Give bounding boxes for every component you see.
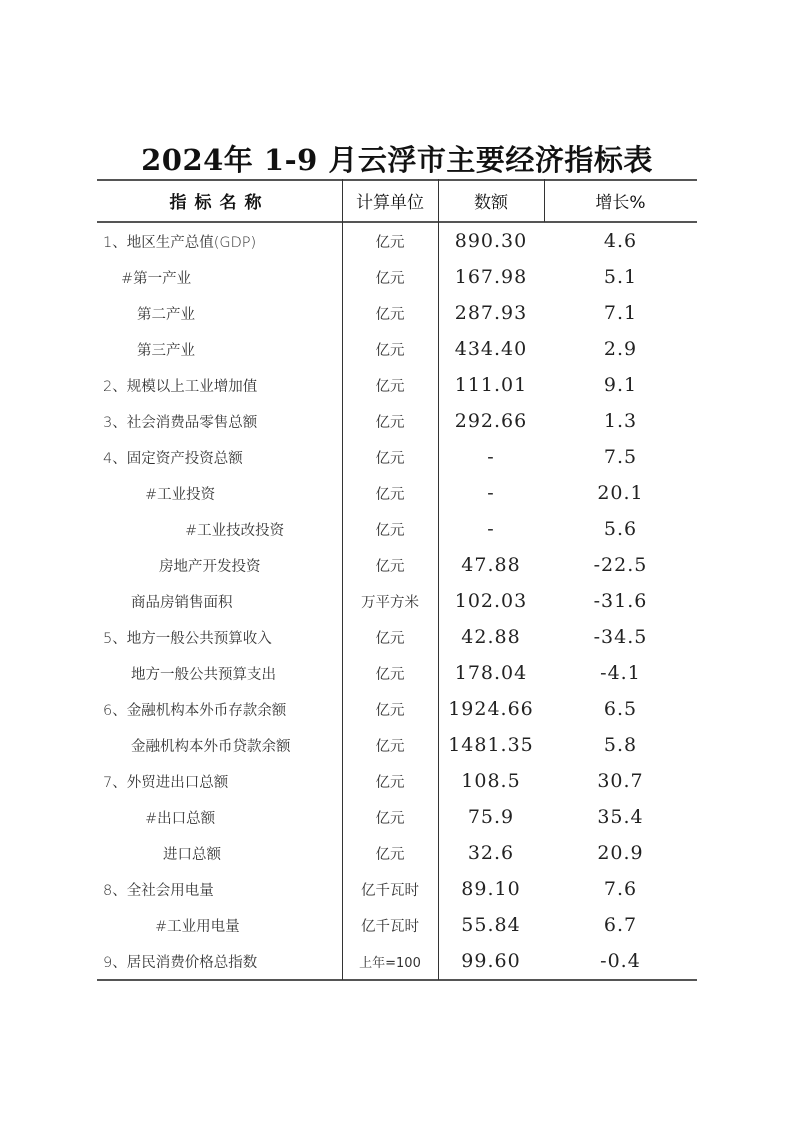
row-name: #工业技改投资 [185, 522, 285, 539]
row-unit: 亿元 [375, 774, 405, 791]
row-value: 292.66 [454, 410, 528, 432]
row-growth: 20.9 [597, 842, 644, 864]
row-unit: 亿元 [375, 378, 405, 395]
table-row [97, 259, 697, 295]
header-growth: 增长% [595, 193, 646, 213]
table-row [97, 367, 697, 403]
row-name: #工业投资 [145, 486, 216, 503]
table-row [97, 871, 697, 907]
row-growth: 7.5 [603, 446, 638, 468]
row-name: 7、外贸进出口总额 [103, 774, 229, 791]
row-unit: 亿元 [375, 630, 405, 647]
row-value: - [487, 482, 495, 504]
table-row [97, 295, 697, 331]
row-name: 8、全社会用电量 [103, 882, 214, 899]
document-title: 2024年 1-9 月云浮市主要经济指标表 [141, 143, 653, 177]
row-value: 1481.35 [448, 734, 534, 756]
row-unit: 亿元 [375, 810, 405, 827]
row-growth: -4.1 [600, 662, 641, 684]
row-growth: 6.5 [603, 698, 638, 720]
row-name: 商品房销售面积 [131, 594, 233, 611]
row-name: 2、规模以上工业增加值 [103, 378, 258, 395]
table-row [97, 727, 697, 763]
row-value: 102.03 [454, 590, 528, 612]
row-name: 4、固定资产投资总额 [103, 450, 243, 467]
table-row [97, 403, 697, 439]
row-name: 6、金融机构本外币存款余额 [103, 702, 287, 719]
row-growth: 35.4 [597, 806, 644, 828]
table-row [97, 799, 697, 835]
row-name: 9、居民消费价格总指数 [103, 954, 258, 971]
row-value: 108.5 [461, 770, 521, 792]
table-row [97, 691, 697, 727]
row-unit: 亿元 [375, 270, 405, 287]
row-unit: 亿元 [375, 414, 405, 431]
row-value: 434.40 [454, 338, 528, 360]
table-bottom-rule [97, 979, 697, 981]
row-growth: 6.7 [603, 914, 638, 936]
row-value: 99.60 [461, 950, 521, 972]
row-unit: 亿元 [375, 234, 405, 251]
row-unit: 亿元 [375, 846, 405, 863]
row-unit: 亿元 [375, 702, 405, 719]
row-value: 178.04 [454, 662, 528, 684]
row-unit: 亿千瓦时 [361, 918, 419, 935]
row-name: #第一产业 [121, 270, 192, 287]
table-row [97, 655, 697, 691]
table-row [97, 835, 697, 871]
row-unit: 亿元 [375, 738, 405, 755]
row-growth: 7.6 [603, 878, 638, 900]
row-name: 金融机构本外币贷款余额 [131, 738, 291, 755]
row-growth: -0.4 [600, 950, 641, 972]
row-value: - [487, 518, 495, 540]
row-name: 进口总额 [163, 846, 221, 863]
row-unit: 亿千瓦时 [361, 882, 419, 899]
row-growth: -31.6 [593, 590, 648, 612]
table-row [97, 547, 697, 583]
header-unit: 计算单位 [356, 193, 424, 213]
row-unit: 亿元 [375, 306, 405, 323]
row-name: 第二产业 [137, 306, 195, 323]
table-row [97, 331, 697, 367]
row-value: 32.6 [467, 842, 515, 864]
row-growth: 9.1 [603, 374, 638, 396]
row-growth: 7.1 [603, 302, 638, 324]
table-row [97, 511, 697, 547]
row-growth: 5.8 [603, 734, 638, 756]
header-name: 指标名称 [169, 193, 270, 213]
row-name: 第三产业 [137, 342, 195, 359]
row-growth: 5.6 [603, 518, 638, 540]
table-row [97, 907, 697, 943]
row-value: 167.98 [454, 266, 528, 288]
table-row [97, 583, 697, 619]
row-growth: -22.5 [593, 554, 648, 576]
header-value: 数额 [474, 193, 508, 213]
row-value: 890.30 [454, 230, 528, 252]
row-name: 3、社会消费品零售总额 [103, 414, 258, 431]
row-unit: 亿元 [375, 522, 405, 539]
row-value: - [487, 446, 495, 468]
row-name: #出口总额 [145, 810, 216, 827]
row-unit: 亿元 [375, 666, 405, 683]
row-unit: 亿元 [375, 558, 405, 575]
row-name: 5、地方一般公共预算收入 [103, 630, 272, 647]
table-row [97, 475, 697, 511]
table-row [97, 223, 697, 259]
table-row [97, 439, 697, 475]
row-value: 111.01 [454, 374, 528, 396]
row-growth: 4.6 [603, 230, 638, 252]
row-unit: 万平方米 [361, 594, 419, 611]
row-growth: 5.1 [603, 266, 638, 288]
table-row [97, 943, 697, 979]
row-name: 地方一般公共预算支出 [131, 666, 276, 683]
row-value: 287.93 [454, 302, 528, 324]
row-growth: -34.5 [593, 626, 648, 648]
row-value: 42.88 [461, 626, 521, 648]
row-name: 1、地区生产总值(GDP) [103, 234, 257, 251]
row-unit: 上年=100 [359, 955, 421, 971]
table-row [97, 763, 697, 799]
row-growth: 2.9 [603, 338, 638, 360]
row-value: 89.10 [461, 878, 521, 900]
row-name: #工业用电量 [155, 918, 240, 935]
row-growth: 1.3 [603, 410, 638, 432]
row-unit: 亿元 [375, 342, 405, 359]
row-name: 房地产开发投资 [159, 558, 261, 575]
row-unit: 亿元 [375, 450, 405, 467]
row-growth: 20.1 [597, 482, 644, 504]
row-value: 55.84 [461, 914, 521, 936]
row-value: 75.9 [467, 806, 515, 828]
row-value: 1924.66 [448, 698, 534, 720]
row-unit: 亿元 [375, 486, 405, 503]
row-growth: 30.7 [597, 770, 644, 792]
table-row [97, 619, 697, 655]
row-value: 47.88 [461, 554, 521, 576]
